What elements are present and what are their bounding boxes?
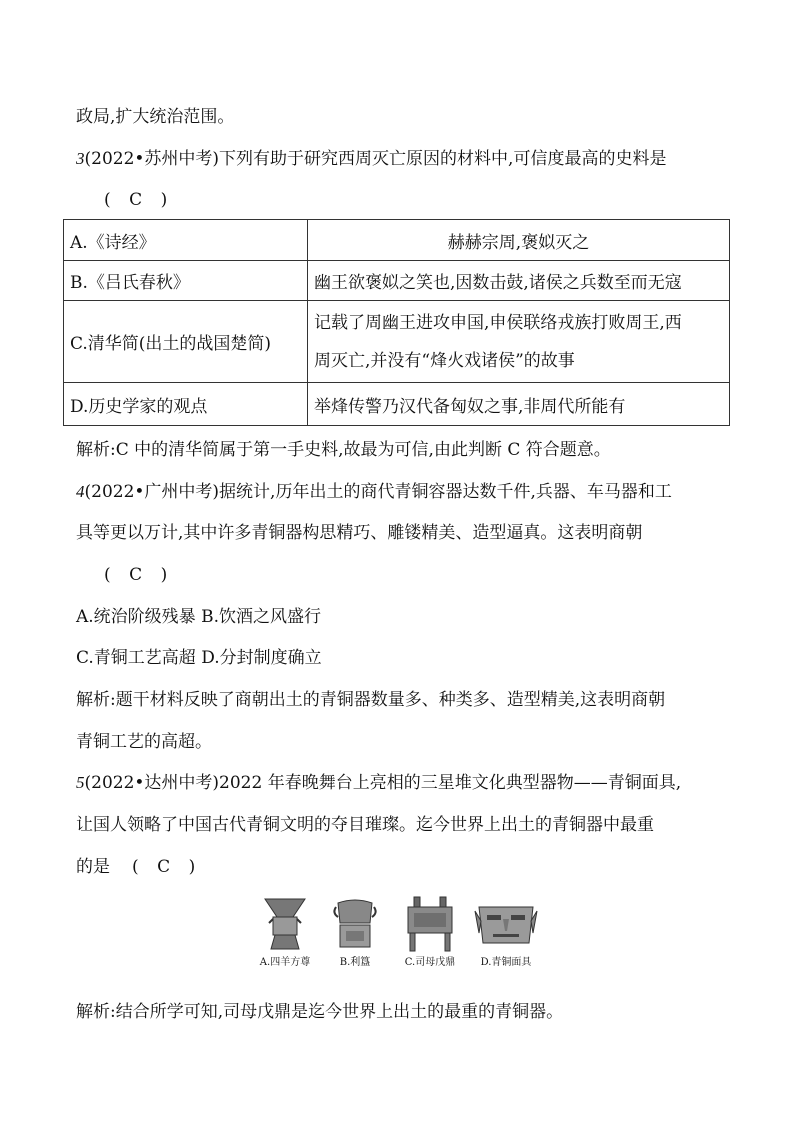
figure-b — [326, 895, 384, 969]
q4-answer-parens — [104, 564, 167, 586]
q3-stem-line — [76, 148, 666, 170]
option-label: D.历史学家的观点 — [64, 383, 308, 426]
paren-close: ) — [160, 565, 168, 585]
question-number: 4 — [76, 482, 85, 501]
gui-vessel-icon — [332, 895, 378, 953]
q3-options-table — [63, 219, 730, 426]
option-label: B.《吕氏春秋》 — [64, 261, 308, 301]
zun-vessel-icon — [259, 895, 311, 953]
q3-answer-parens — [104, 189, 167, 211]
figure-caption: C.司母戊鼎 — [404, 957, 456, 968]
paren-open: ( — [104, 565, 111, 585]
paren-close: ) — [160, 190, 168, 210]
q5-analysis: 解析:结合所学可知,司母戊鼎是迄今世界上出土的最重的青铜器。 — [76, 1002, 564, 1022]
paren-close: ) — [188, 857, 196, 877]
figure-d — [470, 895, 542, 969]
option-label: A.《诗经》 — [64, 220, 308, 261]
q4-stem-line — [76, 481, 672, 503]
q5-figures — [252, 895, 552, 980]
figure-c — [398, 895, 462, 969]
q3-stem: (2022•苏州中考)下列有助于研究西周灭亡原因的材料中,可信度最高的史料是 — [84, 149, 667, 169]
q5-stem: (2022•达州中考)2022 年春晚舞台上亮相的三星堆文化典型器物——青铜面具, — [84, 773, 682, 793]
figure-caption: B.利簋 — [339, 957, 371, 968]
q4-stem-line: 具等更以万计,其中许多青铜器构思精巧、雕镂精美、造型逼真。这表明商朝 — [76, 523, 643, 543]
content-line: 周灭亡,并没有“烽火戏诸侯”的故事 — [314, 350, 575, 371]
option-label: C.清华简(出土的战国楚简) — [64, 301, 308, 383]
paren-open: ( — [132, 857, 139, 877]
intro-tail: 政局,扩大统治范围。 — [76, 107, 235, 127]
option-content: 举烽传警乃汉代备匈奴之事,非周代所能有 — [308, 383, 730, 426]
q5-stem-tail: 的是 — [76, 857, 110, 877]
q4-options-line: C.青铜工艺高超 D.分封制度确立 — [76, 648, 322, 668]
q5-answer: C — [157, 857, 171, 877]
ding-vessel-icon — [402, 895, 458, 953]
content-line: 记载了周幽王进攻申国,申侯联络戎族打败周王,西 — [314, 312, 682, 333]
figure-caption: A.四羊方尊 — [259, 957, 311, 968]
q3-answer: C — [129, 190, 143, 210]
figure-caption: D.青铜面具 — [480, 957, 532, 968]
table-row — [64, 301, 730, 383]
q3-analysis: 解析:C 中的清华简属于第一手史料,故最为可信,由此判断 C 符合题意。 — [76, 440, 611, 460]
question-number: 3 — [76, 149, 85, 168]
question-number: 5 — [76, 773, 85, 792]
q5-stem-line — [76, 856, 195, 878]
option-content: 赫赫宗周,褒姒灭之 — [308, 220, 730, 261]
q5-stem-line — [76, 772, 681, 794]
table-row — [64, 383, 730, 426]
option-content — [308, 301, 730, 383]
q4-analysis: 青铜工艺的高超。 — [76, 732, 212, 752]
table-row — [64, 261, 730, 301]
bronze-mask-icon — [473, 895, 539, 953]
q4-stem: (2022•广州中考)据统计,历年出土的商代青铜容器达数千件,兵器、车马器和工 — [84, 482, 672, 502]
figure-a — [252, 895, 318, 969]
q4-options-line: A.统治阶级残暴 B.饮酒之风盛行 — [76, 607, 321, 627]
q5-stem-line: 让国人领略了中国古代青铜文明的夺目璀璨。迄今世界上出土的青铜器中最重 — [76, 815, 654, 835]
q4-answer: C — [129, 565, 143, 585]
q4-analysis: 解析:题干材料反映了商朝出土的青铜器数量多、种类多、造型精美,这表明商朝 — [76, 690, 666, 710]
option-content: 幽王欲褒姒之笑也,因数击鼓,诸侯之兵数至而无寇 — [308, 261, 730, 301]
paren-open: ( — [104, 190, 111, 210]
table-row — [64, 220, 730, 261]
